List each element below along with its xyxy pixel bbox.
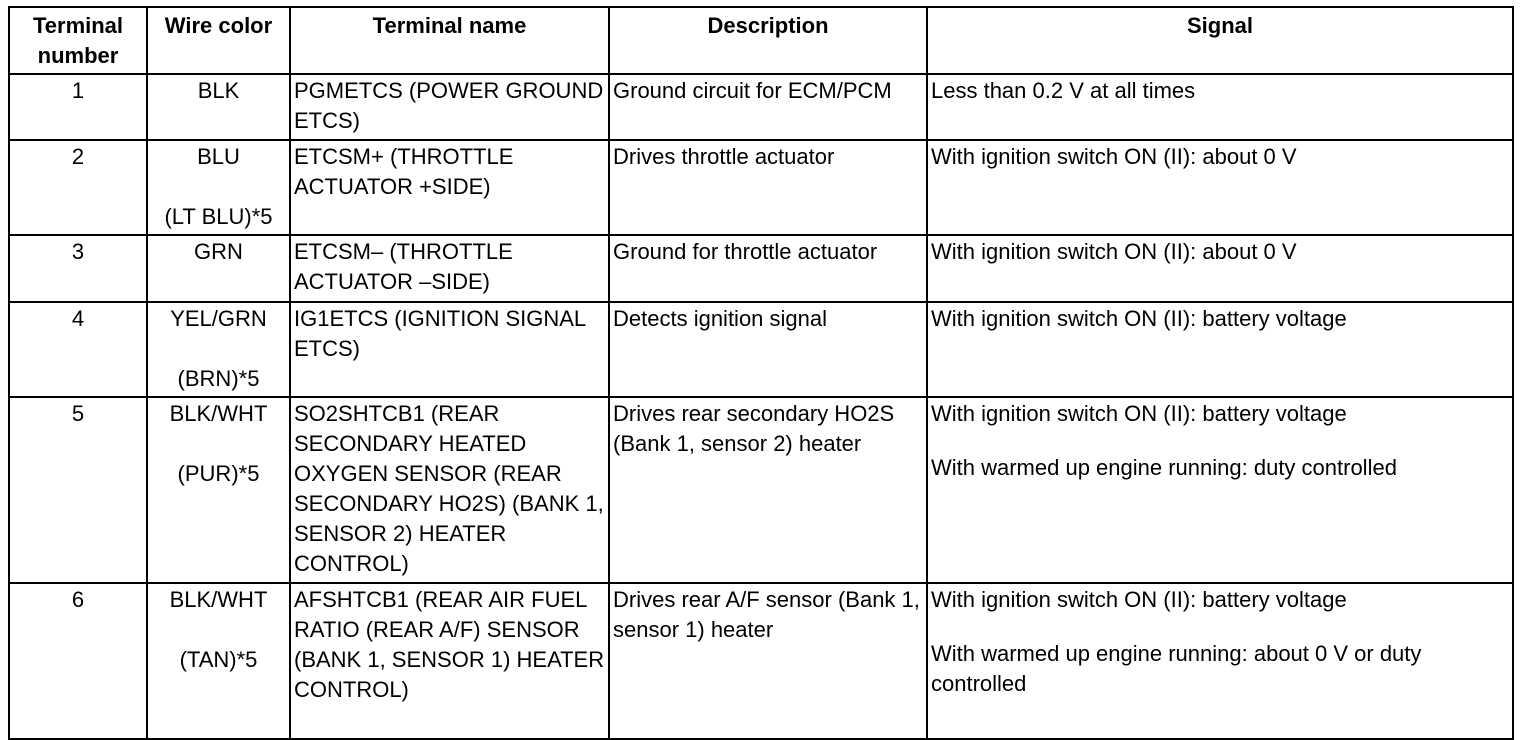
signal-cell [927, 397, 1513, 583]
wire-color-cell [147, 140, 290, 235]
description-cell: Drives rear A/F sensor (Bank 1, sensor 1) heater [609, 583, 927, 739]
header-wire-color: Wire color [147, 7, 290, 74]
signal-text: With ignition switch ON (II): battery voltage [931, 587, 1347, 612]
terminal-name-cell: ETCSM– (THROTTLE ACTUATOR –SIDE) [290, 235, 609, 302]
signal-cell [927, 140, 1513, 235]
wire-color: BLK/WHT [169, 587, 268, 612]
terminal-table [8, 6, 1514, 740]
terminal-number-cell: 5 [9, 397, 147, 583]
wire-color: YEL/GRN [170, 306, 267, 331]
signal-text: With ignition switch ON (II): about 0 V [931, 144, 1297, 169]
signal-cell [927, 302, 1513, 397]
wire-color-cell [147, 235, 290, 302]
wire-color-alt: (BRN)*5 [177, 366, 260, 391]
header-row [9, 7, 1513, 74]
table-body [9, 74, 1513, 739]
terminal-name-cell: IG1ETCS (IGNITION SIGNAL ETCS) [290, 302, 609, 397]
terminal-number-cell: 2 [9, 140, 147, 235]
table-row [9, 583, 1513, 739]
wire-color: BLK/WHT [169, 401, 268, 426]
terminal-number-cell: 4 [9, 302, 147, 397]
table-row [9, 302, 1513, 397]
terminal-name-cell: AFSHTCB1 (REAR AIR FUEL RATIO (REAR A/F) SENSOR (BANK 1, SENSOR 1) HEATER CONTROL) [290, 583, 609, 739]
signal-cell [927, 235, 1513, 302]
terminal-number-cell: 6 [9, 583, 147, 739]
signal-text: With ignition switch ON (II): battery voltage [931, 306, 1347, 331]
signal-text: With warmed up engine running: about 0 V or duty controlled [931, 641, 1422, 696]
terminal-number-cell: 3 [9, 235, 147, 302]
table-row [9, 397, 1513, 583]
table-header [9, 7, 1513, 74]
wire-color-alt: (TAN)*5 [179, 647, 258, 672]
signal-text: With ignition switch ON (II): about 0 V [931, 239, 1297, 264]
wire-color-cell [147, 302, 290, 397]
signal-cell [927, 74, 1513, 140]
header-terminal-number: Terminal number [9, 7, 147, 74]
description-cell: Drives throttle actuator [609, 140, 927, 235]
header-terminal-name: Terminal name [290, 7, 609, 74]
wire-color: BLU [197, 144, 240, 169]
wire-color: BLK [197, 78, 240, 103]
wire-color: GRN [194, 239, 243, 264]
table-row [9, 140, 1513, 235]
signal-cell [927, 583, 1513, 739]
wire-color-cell [147, 583, 290, 739]
description-cell: Drives rear secondary HO2S (Bank 1, sensor 2) heater [609, 397, 927, 583]
description-cell: Detects ignition signal [609, 302, 927, 397]
wire-color-alt: (PUR)*5 [177, 461, 260, 486]
header-description: Description [609, 7, 927, 74]
description-cell: Ground for throttle actuator [609, 235, 927, 302]
signal-text: With warmed up engine running: duty controlled [931, 455, 1397, 480]
wire-color-cell [147, 74, 290, 140]
terminal-name-cell: PGMETCS (POWER GROUND ETCS) [290, 74, 609, 140]
description-cell: Ground circuit for ECM/PCM [609, 74, 927, 140]
wire-color-cell [147, 397, 290, 583]
table-row [9, 74, 1513, 140]
wire-color-alt: (LT BLU)*5 [164, 204, 273, 229]
terminal-name-cell: ETCSM+ (THROTTLE ACTUATOR +SIDE) [290, 140, 609, 235]
terminal-number-cell: 1 [9, 74, 147, 140]
terminal-name-cell: SO2SHTCB1 (REAR SECONDARY HEATED OXYGEN SENSOR (REAR SECONDARY HO2S) (BANK 1, SENSOR 2) HEATER CONTROL) [290, 397, 609, 583]
signal-text: Less than 0.2 V at all times [931, 78, 1196, 103]
header-signal: Signal [927, 7, 1513, 74]
signal-text: With ignition switch ON (II): battery voltage [931, 401, 1347, 426]
table-row [9, 235, 1513, 302]
